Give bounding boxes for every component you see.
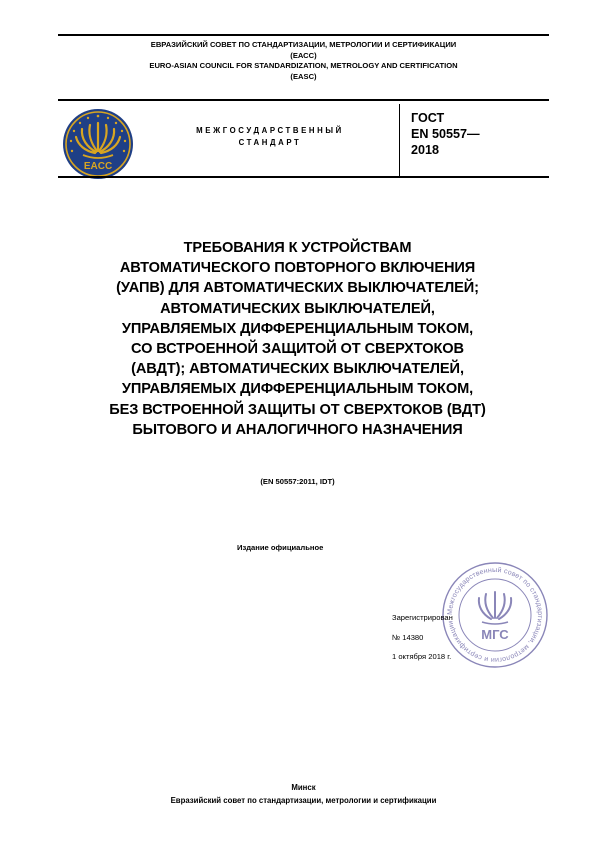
council-abbr-en: (EASC) xyxy=(290,71,317,81)
eacc-logo xyxy=(61,107,135,181)
standard-type xyxy=(170,125,370,149)
council-name-ru: ЕВРАЗИЙСКИЙ СОВЕТ ПО СТАНДАРТИЗАЦИИ, МЕТРОЛОГИИ И СЕРТИФИКАЦИИ xyxy=(150,40,457,49)
mgs-stamp-icon xyxy=(440,560,550,670)
title-line: АВТОМАТИЧЕСКОГО ПОВТОРНОГО ВКЛЮЧЕНИЯ xyxy=(119,260,476,277)
registration-label: Зарегистрирован xyxy=(392,613,453,622)
designation-line1: ГОСТ xyxy=(411,111,445,125)
mgs-stamp xyxy=(440,560,550,670)
stamp-ring-text: Межгосударственный совет по стандартизации, метрологии и сертификации xyxy=(446,566,544,664)
stamp-text: МГС xyxy=(481,627,509,642)
footer xyxy=(58,781,549,807)
council-header xyxy=(58,40,549,82)
title-line: (УАПВ) ДЛЯ АВТОМАТИЧЕСКИХ ВЫКЛЮЧАТЕЛЕЙ; xyxy=(116,280,479,297)
gost-designation xyxy=(411,110,480,158)
title-line: БЕЗ ВСТРОЕННОЙ ЗАЩИТЫ ОТ СВЕРХТОКОВ (ВДТ) xyxy=(109,401,486,418)
eacc-emblem-icon xyxy=(61,107,135,181)
title-line: (АВДТ); АВТОМАТИЧЕСКИХ ВЫКЛЮЧАТЕЛЕЙ, xyxy=(131,361,464,378)
council-abbr-ru: (ЕАСС) xyxy=(290,50,317,60)
designation-line3: 2018 xyxy=(411,143,440,157)
eacc-logo-text: EACC xyxy=(83,161,113,172)
designation-divider xyxy=(399,104,400,176)
title-line: ТРЕБОВАНИЯ К УСТРОЙСТВАМ xyxy=(183,240,412,256)
header-rule xyxy=(58,99,549,101)
document-title xyxy=(40,238,555,440)
title-line: АВТОМАТИЧЕСКИХ ВЫКЛЮЧАТЕЛЕЙ, xyxy=(160,300,435,317)
title-line: УПРАВЛЯЕМЫХ ДИФФЕРЕНЦИАЛЬНЫМ ТОКОМ, xyxy=(121,320,474,337)
footer-publisher: Евразийский совет по стандартизации, метрологии и сертификации xyxy=(170,796,437,805)
standard-type-line1: МЕЖГОСУДАРСТВЕННЫЙ xyxy=(196,126,344,135)
registration-date: 1 октября 2018 г. xyxy=(392,652,452,661)
title-line: УПРАВЛЯЕМЫХ ДИФФЕРЕНЦИАЛЬНЫМ ТОКОМ, xyxy=(121,381,474,398)
title-line: БЫТОВОГО И АНАЛОГИЧНОГО НАЗНАЧЕНИЯ xyxy=(132,421,463,438)
designation-line2: EN 50557— xyxy=(411,127,480,141)
top-rule xyxy=(58,34,549,36)
footer-city: Минск xyxy=(291,783,316,792)
council-name-en: EURO-ASIAN COUNCIL FOR STANDARDIZATION, METROLOGY AND CERTIFICATION xyxy=(149,61,458,71)
registration-number: № 14380 xyxy=(392,632,424,642)
standard-type-line2: СТАНДАРТ xyxy=(238,138,302,147)
designation-rule xyxy=(58,176,549,178)
registration-block xyxy=(392,608,453,667)
edition-label: Издание официальное xyxy=(237,543,324,552)
title-line: СО ВСТРОЕННОЙ ЗАЩИТОЙ ОТ СВЕРХТОКОВ xyxy=(131,341,464,358)
standard-reference: (EN 50557:2011, IDT) xyxy=(260,477,335,486)
